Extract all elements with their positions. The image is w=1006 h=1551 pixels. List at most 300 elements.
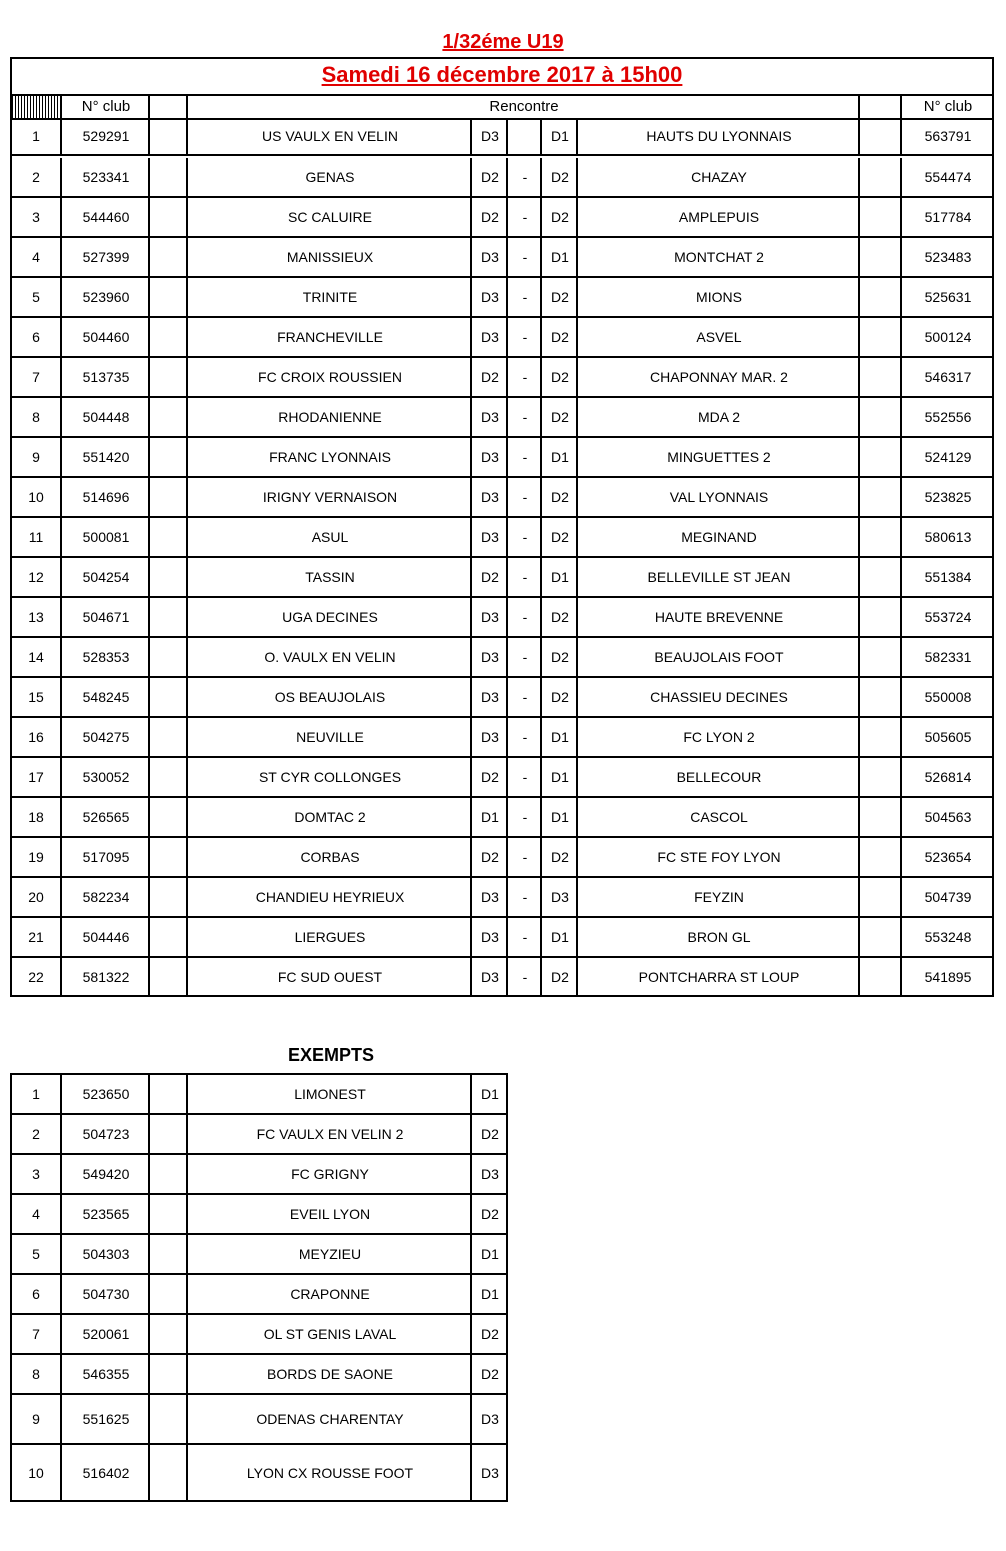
home-team: TRINITE bbox=[186, 278, 472, 316]
versus-separator: - bbox=[506, 878, 542, 916]
away-blank-cell bbox=[858, 478, 902, 516]
match-number: 6 bbox=[32, 329, 40, 345]
match-number: 3 bbox=[32, 209, 40, 225]
away-division: D1 bbox=[540, 238, 578, 276]
exempt-number: 3 bbox=[32, 1166, 40, 1182]
exempt-club-number: 546355 bbox=[60, 1355, 150, 1393]
table-row bbox=[12, 518, 992, 558]
home-blank-cell bbox=[148, 678, 188, 716]
versus-separator: - bbox=[506, 478, 542, 516]
exempt-team: LYON CX ROUSSE FOOT bbox=[186, 1445, 472, 1500]
away-blank-cell bbox=[858, 558, 902, 596]
away-club-number: 541895 bbox=[900, 958, 994, 995]
match-number: 15 bbox=[28, 689, 44, 705]
home-club-number: 526565 bbox=[60, 798, 150, 836]
home-division: D3 bbox=[470, 118, 508, 154]
away-club-number: 523483 bbox=[900, 238, 994, 276]
versus-separator: - bbox=[506, 198, 542, 236]
home-club-number: 500081 bbox=[60, 518, 150, 556]
versus-separator: - bbox=[506, 438, 542, 476]
away-team: HAUTE BREVENNE bbox=[576, 598, 860, 636]
home-blank-cell bbox=[148, 918, 188, 956]
away-division: D1 bbox=[540, 438, 578, 476]
exempt-blank-cell bbox=[148, 1355, 188, 1393]
exempt-team: ODENAS CHARENTAY bbox=[186, 1395, 472, 1443]
match-number: 13 bbox=[28, 609, 44, 625]
list-item bbox=[12, 1315, 506, 1355]
match-number: 10 bbox=[28, 489, 44, 505]
home-team: US VAULX EN VELIN bbox=[186, 118, 472, 154]
home-club-number: 582234 bbox=[60, 878, 150, 916]
home-club-number: 513735 bbox=[60, 358, 150, 396]
away-blank-cell bbox=[858, 798, 902, 836]
home-division: D2 bbox=[470, 158, 508, 196]
list-item bbox=[12, 1355, 506, 1395]
exempt-division: D3 bbox=[470, 1445, 508, 1500]
versus-separator: - bbox=[506, 558, 542, 596]
home-blank-cell bbox=[148, 718, 188, 756]
match-number: 17 bbox=[28, 769, 44, 785]
home-team: SC CALUIRE bbox=[186, 198, 472, 236]
home-blank-cell bbox=[148, 198, 188, 236]
away-team: MDA 2 bbox=[576, 398, 860, 436]
home-club-number: 548245 bbox=[60, 678, 150, 716]
exempt-division: D3 bbox=[470, 1395, 508, 1443]
home-division: D1 bbox=[470, 798, 508, 836]
away-blank-cell bbox=[858, 878, 902, 916]
page-title: 1/32éme U19 bbox=[442, 31, 564, 53]
exempt-team: CRAPONNE bbox=[186, 1275, 472, 1313]
versus-separator: - bbox=[506, 598, 542, 636]
home-team: FRANCHEVILLE bbox=[186, 318, 472, 356]
away-club-number: 517784 bbox=[900, 198, 994, 236]
table-row bbox=[12, 878, 992, 918]
away-team: BELLECOUR bbox=[576, 758, 860, 796]
away-blank-cell bbox=[858, 238, 902, 276]
away-blank-cell bbox=[858, 198, 902, 236]
exempt-club-number: 549420 bbox=[60, 1155, 150, 1193]
away-team: CHAZAY bbox=[576, 158, 860, 196]
exempt-team: OL ST GENIS LAVAL bbox=[186, 1315, 472, 1353]
match-number: 7 bbox=[32, 369, 40, 385]
away-club-number: 554474 bbox=[900, 158, 994, 196]
away-team: MINGUETTES 2 bbox=[576, 438, 860, 476]
table-row bbox=[12, 318, 992, 358]
match-number: 4 bbox=[32, 249, 40, 265]
home-team: RHODANIENNE bbox=[186, 398, 472, 436]
exempt-division: D3 bbox=[470, 1155, 508, 1193]
away-club-number: 546317 bbox=[900, 358, 994, 396]
home-club-number: 504671 bbox=[60, 598, 150, 636]
home-team: MANISSIEUX bbox=[186, 238, 472, 276]
home-blank-cell bbox=[148, 118, 188, 154]
table-row bbox=[12, 398, 992, 438]
away-blank-cell bbox=[858, 358, 902, 396]
table-header bbox=[12, 94, 992, 120]
away-blank-cell bbox=[858, 118, 902, 154]
away-club-number: 580613 bbox=[900, 518, 994, 556]
exempt-team: BORDS DE SAONE bbox=[186, 1355, 472, 1393]
table-row bbox=[12, 438, 992, 478]
home-club-number: 523960 bbox=[60, 278, 150, 316]
away-team: AMPLEPUIS bbox=[576, 198, 860, 236]
away-team: MEGINAND bbox=[576, 518, 860, 556]
versus-separator: - bbox=[506, 798, 542, 836]
away-division: D2 bbox=[540, 598, 578, 636]
versus-separator: - bbox=[506, 758, 542, 796]
home-division: D3 bbox=[470, 478, 508, 516]
away-division: D2 bbox=[540, 198, 578, 236]
list-item bbox=[12, 1195, 506, 1235]
away-blank-cell bbox=[858, 398, 902, 436]
table-row bbox=[12, 638, 992, 678]
home-blank-cell bbox=[148, 878, 188, 916]
exempt-blank-cell bbox=[148, 1275, 188, 1313]
header-blank bbox=[148, 96, 188, 118]
exempt-blank-cell bbox=[148, 1155, 188, 1193]
home-club-number: 581322 bbox=[60, 958, 150, 995]
away-division: D1 bbox=[540, 798, 578, 836]
away-team: MIONS bbox=[576, 278, 860, 316]
away-club-number: 500124 bbox=[900, 318, 994, 356]
away-club-number: 553724 bbox=[900, 598, 994, 636]
away-team: CHASSIEU DECINES bbox=[576, 678, 860, 716]
home-division: D3 bbox=[470, 678, 508, 716]
away-team: CHAPONNAY MAR. 2 bbox=[576, 358, 860, 396]
exempt-number: 6 bbox=[32, 1286, 40, 1302]
away-team: FC LYON 2 bbox=[576, 718, 860, 756]
away-blank-cell bbox=[858, 438, 902, 476]
home-club-number: 504448 bbox=[60, 398, 150, 436]
header-club-no-left: N° club bbox=[60, 96, 150, 118]
home-team: ST CYR COLLONGES bbox=[186, 758, 472, 796]
away-team: FC STE FOY LYON bbox=[576, 838, 860, 876]
table-row bbox=[12, 958, 992, 995]
match-number: 20 bbox=[28, 889, 44, 905]
away-team: FEYZIN bbox=[576, 878, 860, 916]
exempt-club-number: 504723 bbox=[60, 1115, 150, 1153]
table-row bbox=[12, 918, 992, 958]
versus-separator: - bbox=[506, 918, 542, 956]
away-division: D2 bbox=[540, 398, 578, 436]
away-club-number: 582331 bbox=[900, 638, 994, 676]
exempt-number: 2 bbox=[32, 1126, 40, 1142]
versus-separator: - bbox=[506, 718, 542, 756]
home-club-number: 528353 bbox=[60, 638, 150, 676]
home-blank-cell bbox=[148, 238, 188, 276]
match-number: 14 bbox=[28, 649, 44, 665]
match-number: 22 bbox=[28, 968, 44, 985]
list-item bbox=[12, 1395, 506, 1445]
away-division: D2 bbox=[540, 278, 578, 316]
exempt-club-number: 551625 bbox=[60, 1395, 150, 1443]
away-team: CASCOL bbox=[576, 798, 860, 836]
exempt-team: LIMONEST bbox=[186, 1075, 472, 1113]
home-division: D2 bbox=[470, 198, 508, 236]
home-division: D3 bbox=[470, 318, 508, 356]
exempt-club-number: 523650 bbox=[60, 1075, 150, 1113]
home-team: IRIGNY VERNAISON bbox=[186, 478, 472, 516]
versus-separator: - bbox=[506, 958, 542, 995]
exempt-club-number: 516402 bbox=[60, 1445, 150, 1500]
table-row bbox=[12, 158, 992, 198]
header-club-no-right: N° club bbox=[900, 96, 994, 118]
away-club-number: 551384 bbox=[900, 558, 994, 596]
home-blank-cell bbox=[148, 598, 188, 636]
home-blank-cell bbox=[148, 838, 188, 876]
home-division: D3 bbox=[470, 718, 508, 756]
exempt-team: FC VAULX EN VELIN 2 bbox=[186, 1115, 472, 1153]
exempts-table bbox=[10, 1073, 508, 1502]
versus-separator: - bbox=[506, 398, 542, 436]
home-division: D2 bbox=[470, 758, 508, 796]
away-blank-cell bbox=[858, 598, 902, 636]
away-blank-cell bbox=[858, 758, 902, 796]
away-division: D2 bbox=[540, 318, 578, 356]
away-division: D2 bbox=[540, 478, 578, 516]
home-division: D3 bbox=[470, 918, 508, 956]
away-division: D2 bbox=[540, 518, 578, 556]
header-hatch bbox=[12, 96, 60, 118]
home-club-number: 544460 bbox=[60, 198, 150, 236]
home-team: ASUL bbox=[186, 518, 472, 556]
home-blank-cell bbox=[148, 318, 188, 356]
away-blank-cell bbox=[858, 518, 902, 556]
away-club-number: 504563 bbox=[900, 798, 994, 836]
away-division: D2 bbox=[540, 958, 578, 995]
exempt-number: 7 bbox=[32, 1326, 40, 1342]
exempt-blank-cell bbox=[148, 1195, 188, 1233]
home-club-number: 529291 bbox=[60, 118, 150, 154]
home-club-number: 514696 bbox=[60, 478, 150, 516]
table-row bbox=[12, 678, 992, 718]
versus-separator: - bbox=[506, 678, 542, 716]
home-club-number: 504254 bbox=[60, 558, 150, 596]
versus-separator: - bbox=[506, 638, 542, 676]
home-division: D3 bbox=[470, 878, 508, 916]
exempts-title: EXEMPTS bbox=[287, 1045, 375, 1065]
exempt-number: 1 bbox=[32, 1086, 40, 1102]
list-item bbox=[12, 1115, 506, 1155]
home-club-number: 504446 bbox=[60, 918, 150, 956]
table-row bbox=[12, 758, 992, 798]
exempt-blank-cell bbox=[148, 1315, 188, 1353]
table-row bbox=[12, 838, 992, 878]
away-division: D1 bbox=[540, 118, 578, 154]
match-number: 9 bbox=[32, 449, 40, 465]
away-club-number: 553248 bbox=[900, 918, 994, 956]
away-division: D3 bbox=[540, 878, 578, 916]
versus-separator: - bbox=[506, 518, 542, 556]
match-number: 18 bbox=[28, 809, 44, 825]
home-club-number: 504460 bbox=[60, 318, 150, 356]
home-blank-cell bbox=[148, 158, 188, 196]
away-club-number: 563791 bbox=[900, 118, 994, 154]
away-team: MONTCHAT 2 bbox=[576, 238, 860, 276]
home-club-number: 551420 bbox=[60, 438, 150, 476]
away-team: ASVEL bbox=[576, 318, 860, 356]
home-blank-cell bbox=[148, 798, 188, 836]
away-team: HAUTS DU LYONNAIS bbox=[576, 118, 860, 154]
exempt-division: D2 bbox=[470, 1195, 508, 1233]
match-number: 2 bbox=[32, 169, 40, 185]
match-date-title: Samedi 16 décembre 2017 à 15h00 bbox=[321, 62, 683, 87]
away-division: D1 bbox=[540, 758, 578, 796]
home-team: FC CROIX ROUSSIEN bbox=[186, 358, 472, 396]
away-club-number: 504739 bbox=[900, 878, 994, 916]
match-number: 1 bbox=[32, 128, 40, 144]
away-team: BRON GL bbox=[576, 918, 860, 956]
away-blank-cell bbox=[858, 678, 902, 716]
exempt-club-number: 520061 bbox=[60, 1315, 150, 1353]
away-division: D2 bbox=[540, 638, 578, 676]
away-club-number: 505605 bbox=[900, 718, 994, 756]
away-club-number: 526814 bbox=[900, 758, 994, 796]
home-division: D3 bbox=[470, 518, 508, 556]
home-blank-cell bbox=[148, 478, 188, 516]
table-row bbox=[12, 798, 992, 838]
away-club-number: 523654 bbox=[900, 838, 994, 876]
away-blank-cell bbox=[858, 958, 902, 995]
exempt-number: 4 bbox=[32, 1206, 40, 1222]
home-team: CORBAS bbox=[186, 838, 472, 876]
away-club-number: 552556 bbox=[900, 398, 994, 436]
list-item bbox=[12, 1155, 506, 1195]
exempt-team: MEYZIEU bbox=[186, 1235, 472, 1273]
versus-separator: - bbox=[506, 278, 542, 316]
home-blank-cell bbox=[148, 278, 188, 316]
versus-separator bbox=[506, 118, 542, 154]
away-division: D1 bbox=[540, 718, 578, 756]
home-team: DOMTAC 2 bbox=[186, 798, 472, 836]
exempt-division: D2 bbox=[470, 1115, 508, 1153]
home-club-number: 504275 bbox=[60, 718, 150, 756]
table-row bbox=[12, 118, 992, 156]
away-team: BEAUJOLAIS FOOT bbox=[576, 638, 860, 676]
home-team: OS BEAUJOLAIS bbox=[186, 678, 472, 716]
home-blank-cell bbox=[148, 518, 188, 556]
home-club-number: 523341 bbox=[60, 158, 150, 196]
home-club-number: 530052 bbox=[60, 758, 150, 796]
exempt-blank-cell bbox=[148, 1395, 188, 1443]
home-division: D3 bbox=[470, 958, 508, 995]
exempt-division: D1 bbox=[470, 1235, 508, 1273]
versus-separator: - bbox=[506, 838, 542, 876]
versus-separator: - bbox=[506, 358, 542, 396]
match-number: 5 bbox=[32, 289, 40, 305]
away-blank-cell bbox=[858, 918, 902, 956]
home-club-number: 517095 bbox=[60, 838, 150, 876]
home-team: NEUVILLE bbox=[186, 718, 472, 756]
exempt-number: 10 bbox=[28, 1464, 44, 1481]
table-row bbox=[12, 358, 992, 398]
home-team: GENAS bbox=[186, 158, 472, 196]
table-row bbox=[12, 598, 992, 638]
exempt-club-number: 504730 bbox=[60, 1275, 150, 1313]
versus-separator: - bbox=[506, 158, 542, 196]
home-division: D3 bbox=[470, 638, 508, 676]
home-division: D3 bbox=[470, 398, 508, 436]
exempt-division: D1 bbox=[470, 1275, 508, 1313]
home-division: D3 bbox=[470, 438, 508, 476]
table-row bbox=[12, 198, 992, 238]
home-team: O. VAULX EN VELIN bbox=[186, 638, 472, 676]
exempt-number: 8 bbox=[32, 1366, 40, 1382]
list-item bbox=[12, 1275, 506, 1315]
versus-separator: - bbox=[506, 238, 542, 276]
header-rencontre: Rencontre bbox=[186, 96, 860, 118]
away-team: BELLEVILLE ST JEAN bbox=[576, 558, 860, 596]
match-number: 16 bbox=[28, 729, 44, 745]
exempt-club-number: 523565 bbox=[60, 1195, 150, 1233]
away-blank-cell bbox=[858, 718, 902, 756]
home-division: D2 bbox=[470, 358, 508, 396]
matches-table bbox=[10, 57, 994, 997]
home-division: D2 bbox=[470, 558, 508, 596]
away-club-number: 524129 bbox=[900, 438, 994, 476]
home-blank-cell bbox=[148, 958, 188, 995]
away-club-number: 525631 bbox=[900, 278, 994, 316]
exempt-division: D2 bbox=[470, 1355, 508, 1393]
table-row bbox=[12, 238, 992, 278]
home-club-number: 527399 bbox=[60, 238, 150, 276]
table-row bbox=[12, 718, 992, 758]
exempt-club-number: 504303 bbox=[60, 1235, 150, 1273]
match-number: 12 bbox=[28, 569, 44, 585]
away-club-number: 523825 bbox=[900, 478, 994, 516]
header-blank-right bbox=[858, 96, 902, 118]
away-team: PONTCHARRA ST LOUP bbox=[576, 958, 860, 995]
exempt-team: EVEIL LYON bbox=[186, 1195, 472, 1233]
home-blank-cell bbox=[148, 358, 188, 396]
list-item bbox=[12, 1445, 506, 1500]
exempt-division: D1 bbox=[470, 1075, 508, 1113]
home-team: LIERGUES bbox=[186, 918, 472, 956]
home-blank-cell bbox=[148, 638, 188, 676]
away-division: D1 bbox=[540, 918, 578, 956]
exempt-blank-cell bbox=[148, 1115, 188, 1153]
list-item bbox=[12, 1235, 506, 1275]
match-number: 8 bbox=[32, 409, 40, 425]
match-number: 19 bbox=[28, 849, 44, 865]
away-division: D1 bbox=[540, 558, 578, 596]
home-division: D3 bbox=[470, 278, 508, 316]
away-division: D2 bbox=[540, 158, 578, 196]
table-row bbox=[12, 558, 992, 598]
home-team: FRANC LYONNAIS bbox=[186, 438, 472, 476]
table-row bbox=[12, 478, 992, 518]
match-number: 21 bbox=[28, 929, 44, 945]
home-team: TASSIN bbox=[186, 558, 472, 596]
away-division: D2 bbox=[540, 358, 578, 396]
away-blank-cell bbox=[858, 278, 902, 316]
home-blank-cell bbox=[148, 558, 188, 596]
home-team: UGA DECINES bbox=[186, 598, 472, 636]
exempt-blank-cell bbox=[148, 1235, 188, 1273]
versus-separator: - bbox=[506, 318, 542, 356]
away-club-number: 550008 bbox=[900, 678, 994, 716]
home-blank-cell bbox=[148, 438, 188, 476]
exempt-number: 9 bbox=[32, 1411, 40, 1427]
home-blank-cell bbox=[148, 398, 188, 436]
home-blank-cell bbox=[148, 758, 188, 796]
table-row bbox=[12, 278, 992, 318]
exempt-blank-cell bbox=[148, 1075, 188, 1113]
exempt-number: 5 bbox=[32, 1246, 40, 1262]
exempt-division: D2 bbox=[470, 1315, 508, 1353]
date-row bbox=[12, 59, 992, 94]
away-team: VAL LYONNAIS bbox=[576, 478, 860, 516]
